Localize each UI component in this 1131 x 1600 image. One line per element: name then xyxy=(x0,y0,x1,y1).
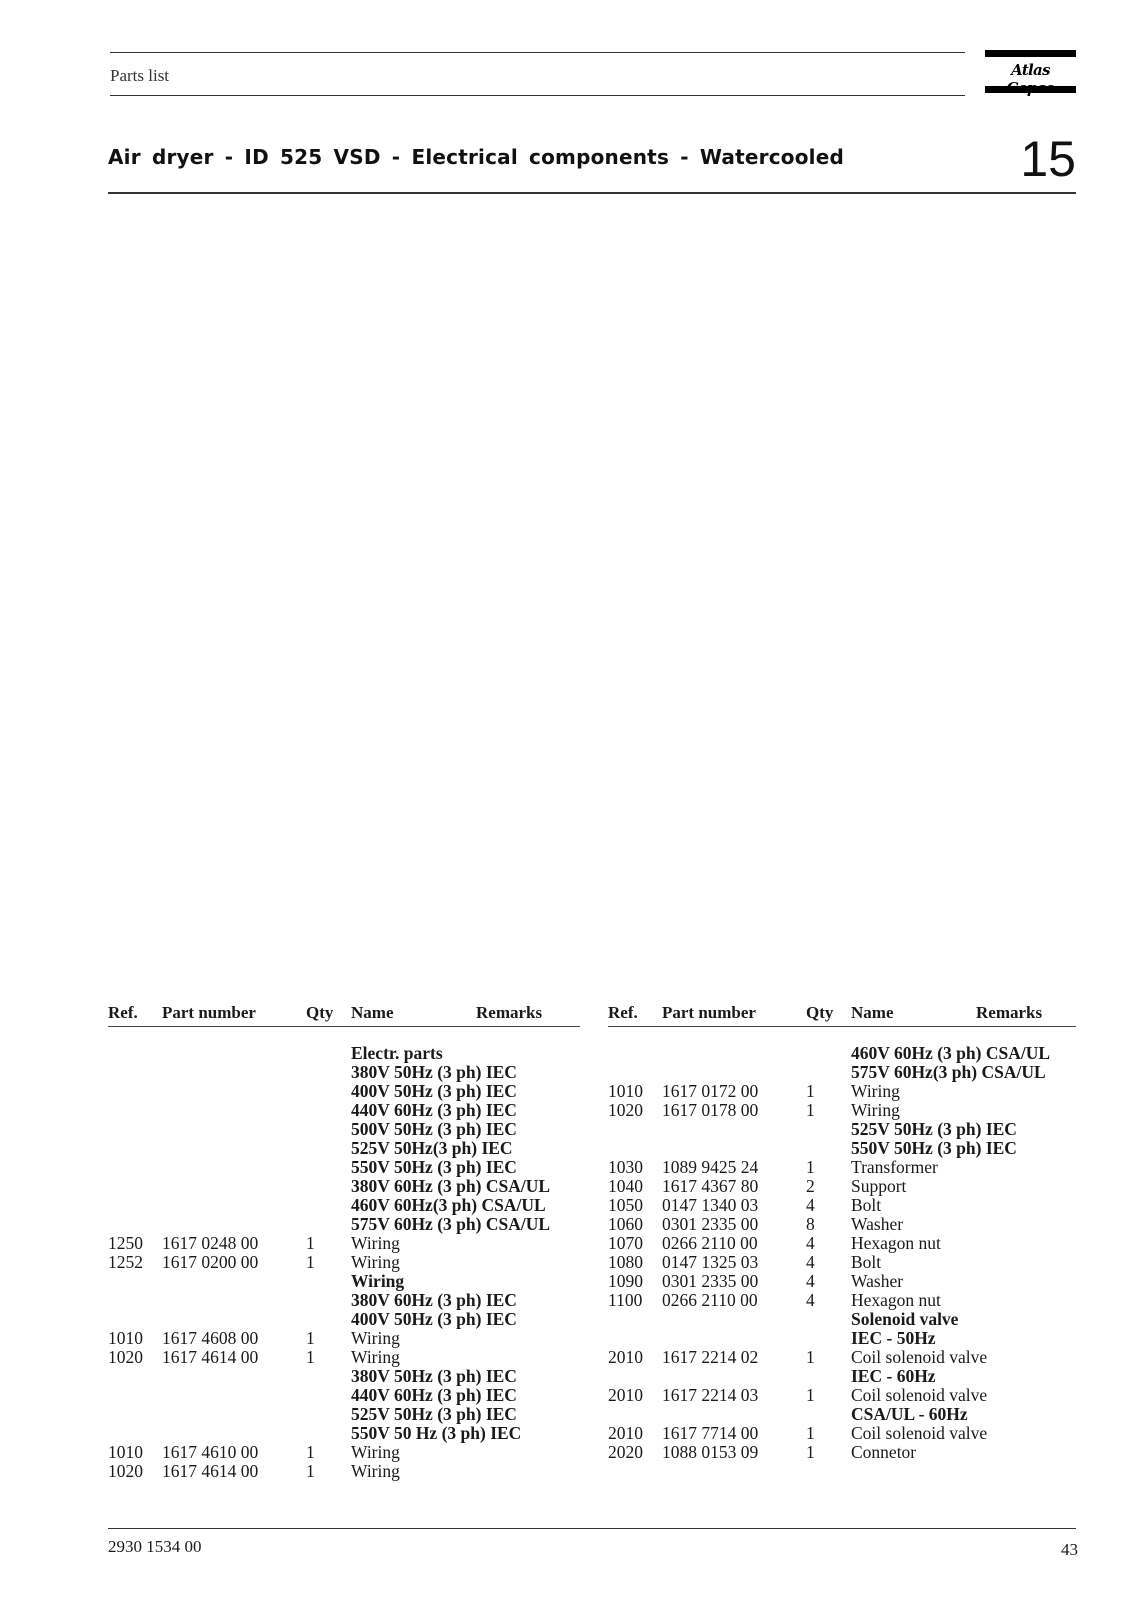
ref-cell: 1010 xyxy=(108,1328,143,1348)
logo-bottom-bar xyxy=(985,86,1076,93)
name-cell: 380V 60Hz (3 ph) CSA/UL xyxy=(351,1176,551,1196)
ref-cell: 1090 xyxy=(608,1271,643,1291)
name-cell: Hexagon nut xyxy=(851,1290,941,1310)
qty-cell: 1 xyxy=(306,1252,315,1272)
table-row xyxy=(608,1386,1076,1405)
name-cell: Coil solenoid valve xyxy=(851,1423,988,1443)
qty-cell: 1 xyxy=(306,1442,315,1462)
atlas-copco-logo xyxy=(985,50,1076,93)
name-cell: 550V 50Hz (3 ph) IEC xyxy=(351,1157,517,1177)
part-number-cell: 1617 4610 00 xyxy=(162,1442,259,1462)
col-remarks: Remarks xyxy=(976,1003,1043,1022)
name-cell: Wiring xyxy=(351,1347,400,1367)
ref-cell: 1040 xyxy=(608,1176,643,1196)
ref-cell: 1060 xyxy=(608,1214,643,1234)
part-number-cell: 0301 2335 00 xyxy=(662,1271,759,1291)
table-row xyxy=(108,1234,580,1253)
ref-cell: 1020 xyxy=(108,1461,143,1481)
page-title: Air dryer - ID 525 VSD - Electrical components - Watercooled xyxy=(108,145,844,169)
ref-cell: 1070 xyxy=(608,1233,643,1253)
ref-cell: 2020 xyxy=(608,1442,643,1462)
qty-cell: 4 xyxy=(806,1195,815,1215)
name-cell: Wiring xyxy=(351,1328,400,1348)
table-row xyxy=(108,1120,580,1139)
table-row xyxy=(108,1348,580,1367)
ref-cell: 1010 xyxy=(108,1442,143,1462)
col-part-number: Part number xyxy=(162,1003,256,1022)
part-number-cell: 1089 9425 24 xyxy=(662,1157,759,1177)
name-cell: 400V 50Hz (3 ph) IEC xyxy=(351,1309,517,1329)
part-number-cell: 1617 4608 00 xyxy=(162,1328,259,1348)
name-cell: Wiring xyxy=(351,1252,400,1272)
name-cell: Bolt xyxy=(851,1195,882,1215)
name-cell: 525V 50Hz(3 ph) IEC xyxy=(351,1138,513,1158)
table-row xyxy=(608,1310,1076,1329)
table-row xyxy=(108,1405,580,1424)
name-cell: Wiring xyxy=(351,1461,400,1481)
qty-cell: 4 xyxy=(806,1271,815,1291)
table-row xyxy=(608,1044,1076,1063)
name-cell: CSA/UL - 60Hz xyxy=(851,1404,968,1424)
name-cell: 380V 50Hz (3 ph) IEC xyxy=(351,1062,517,1082)
table-header xyxy=(108,1000,580,1024)
name-cell: 460V 60Hz (3 ph) CSA/UL xyxy=(851,1043,1051,1063)
name-cell: 550V 50 Hz (3 ph) IEC xyxy=(351,1423,522,1443)
table-header xyxy=(608,1000,1076,1024)
table-row xyxy=(108,1272,580,1291)
part-number-cell: 1617 4367 80 xyxy=(662,1176,759,1196)
name-cell: Wiring xyxy=(851,1100,900,1120)
part-number-cell: 1617 0248 00 xyxy=(162,1233,259,1253)
table-row xyxy=(108,1329,580,1348)
col-ref: Ref. xyxy=(108,1003,138,1022)
part-number-cell: 1617 0200 00 xyxy=(162,1252,259,1272)
logo-top-bar xyxy=(985,50,1076,57)
col-part-number: Part number xyxy=(662,1003,756,1022)
parts-table-left xyxy=(108,1000,580,1024)
table-header-rule-left xyxy=(108,1026,580,1027)
qty-cell: 1 xyxy=(806,1081,815,1101)
name-cell: 400V 50Hz (3 ph) IEC xyxy=(351,1081,517,1101)
table-header-rule-right xyxy=(608,1026,1076,1027)
table-row xyxy=(108,1215,580,1234)
name-cell: 440V 60Hz (3 ph) IEC xyxy=(351,1100,517,1120)
ref-cell: 1010 xyxy=(608,1081,643,1101)
table-row xyxy=(108,1196,580,1215)
name-cell: Solenoid valve xyxy=(851,1309,959,1329)
col-name: Name xyxy=(351,1003,394,1022)
name-cell: 460V 60Hz(3 ph) CSA/UL xyxy=(351,1195,546,1215)
table-row xyxy=(108,1253,580,1272)
part-number-cell: 0266 2110 00 xyxy=(662,1233,758,1253)
table-row xyxy=(608,1139,1076,1158)
name-cell: Wiring xyxy=(351,1442,400,1462)
table-row xyxy=(608,1348,1076,1367)
name-cell: Transformer xyxy=(851,1157,938,1177)
part-number-cell: 0266 2110 00 xyxy=(662,1290,758,1310)
header-label: Parts list xyxy=(110,66,170,85)
qty-cell: 4 xyxy=(806,1252,815,1272)
parts-rows-left xyxy=(108,1044,580,1481)
part-number-cell: 1617 2214 03 xyxy=(662,1385,759,1405)
name-cell: Coil solenoid valve xyxy=(851,1385,988,1405)
chapter-number: 15 xyxy=(1020,131,1076,187)
qty-cell: 1 xyxy=(306,1328,315,1348)
name-cell: 380V 60Hz (3 ph) IEC xyxy=(351,1290,517,1310)
table-row xyxy=(608,1158,1076,1177)
header-top-rule xyxy=(110,52,965,53)
qty-cell: 1 xyxy=(806,1423,815,1443)
ref-cell: 2010 xyxy=(608,1347,643,1367)
name-cell: Coil solenoid valve xyxy=(851,1347,988,1367)
name-cell: Connetor xyxy=(851,1442,917,1462)
name-cell: Wiring xyxy=(351,1233,400,1253)
table-row xyxy=(608,1215,1076,1234)
table-row xyxy=(608,1082,1076,1101)
col-remarks: Remarks xyxy=(476,1003,543,1022)
qty-cell: 1 xyxy=(806,1347,815,1367)
name-cell: 525V 50Hz (3 ph) IEC xyxy=(351,1404,517,1424)
table-row xyxy=(108,1291,580,1310)
name-cell: Support xyxy=(851,1176,907,1196)
name-cell: 525V 50Hz (3 ph) IEC xyxy=(851,1119,1017,1139)
col-ref: Ref. xyxy=(608,1003,638,1022)
qty-cell: 4 xyxy=(806,1233,815,1253)
qty-cell: 2 xyxy=(806,1176,815,1196)
name-cell: Washer xyxy=(851,1214,904,1234)
col-qty: Qty xyxy=(806,1003,834,1022)
qty-cell: 1 xyxy=(806,1442,815,1462)
name-cell: Wiring xyxy=(351,1271,405,1291)
name-cell: 575V 60Hz(3 ph) CSA/UL xyxy=(851,1062,1046,1082)
part-number-cell: 1617 4614 00 xyxy=(162,1347,259,1367)
table-row xyxy=(108,1101,580,1120)
part-number-cell: 1617 7714 00 xyxy=(662,1423,759,1443)
footer-rule xyxy=(108,1528,1076,1529)
name-cell: Wiring xyxy=(851,1081,900,1101)
table-row xyxy=(608,1196,1076,1215)
qty-cell: 8 xyxy=(806,1214,815,1234)
header-bottom-rule xyxy=(110,95,965,96)
name-cell: Hexagon nut xyxy=(851,1233,941,1253)
table-row xyxy=(608,1291,1076,1310)
table-row xyxy=(608,1329,1076,1348)
page-number: 43 xyxy=(1061,1540,1078,1559)
qty-cell: 4 xyxy=(806,1290,815,1310)
ref-cell: 1100 xyxy=(608,1290,643,1310)
table-row xyxy=(608,1272,1076,1291)
table-row xyxy=(108,1177,580,1196)
part-number-cell: 0147 1325 03 xyxy=(662,1252,759,1272)
qty-cell: 1 xyxy=(806,1385,815,1405)
table-row xyxy=(108,1386,580,1405)
qty-cell: 1 xyxy=(306,1233,315,1253)
part-number-cell: 1617 0172 00 xyxy=(662,1081,759,1101)
name-cell: 550V 50Hz (3 ph) IEC xyxy=(851,1138,1017,1158)
title-rule xyxy=(108,192,1076,194)
part-number-cell: 0147 1340 03 xyxy=(662,1195,759,1215)
table-row xyxy=(608,1120,1076,1139)
part-number-cell: 1088 0153 09 xyxy=(662,1442,759,1462)
logo-text: Atlas xyxy=(1011,61,1050,79)
name-cell: Washer xyxy=(851,1271,904,1291)
ref-cell: 1020 xyxy=(608,1100,643,1120)
part-number-cell: 1617 2214 02 xyxy=(662,1347,759,1367)
table-row xyxy=(108,1310,580,1329)
ref-cell: 2010 xyxy=(608,1423,643,1443)
name-cell: 380V 50Hz (3 ph) IEC xyxy=(351,1366,517,1386)
ref-cell: 1250 xyxy=(108,1233,143,1253)
table-row xyxy=(608,1367,1076,1386)
parts-rows-right xyxy=(608,1044,1076,1462)
name-cell: IEC - 50Hz xyxy=(851,1328,936,1348)
ref-cell: 2010 xyxy=(608,1385,643,1405)
table-row xyxy=(608,1101,1076,1120)
table-row xyxy=(108,1462,580,1481)
table-row xyxy=(608,1443,1076,1462)
name-cell: 575V 60Hz (3 ph) CSA/UL xyxy=(351,1214,551,1234)
table-row xyxy=(608,1424,1076,1443)
name-cell: IEC - 60Hz xyxy=(851,1366,936,1386)
name-cell: Bolt xyxy=(851,1252,882,1272)
qty-cell: 1 xyxy=(806,1100,815,1120)
part-number-cell: 0301 2335 00 xyxy=(662,1214,759,1234)
table-row xyxy=(108,1424,580,1443)
name-cell: Electr. parts xyxy=(351,1043,443,1063)
table-row xyxy=(608,1253,1076,1272)
name-cell: 440V 60Hz (3 ph) IEC xyxy=(351,1385,517,1405)
qty-cell: 1 xyxy=(806,1157,815,1177)
qty-cell: 1 xyxy=(306,1347,315,1367)
ref-cell: 1080 xyxy=(608,1252,643,1272)
name-cell: 500V 50Hz (3 ph) IEC xyxy=(351,1119,517,1139)
ref-cell: 1252 xyxy=(108,1252,143,1272)
ref-cell: 1050 xyxy=(608,1195,643,1215)
table-row xyxy=(108,1443,580,1462)
table-row xyxy=(108,1044,580,1063)
col-name: Name xyxy=(851,1003,894,1022)
ref-cell: 1030 xyxy=(608,1157,643,1177)
table-row xyxy=(108,1063,580,1082)
parts-table-right xyxy=(608,1000,1076,1024)
table-row xyxy=(108,1139,580,1158)
ref-cell: 1020 xyxy=(108,1347,143,1367)
qty-cell: 1 xyxy=(306,1461,315,1481)
document-number: 2930 1534 00 xyxy=(108,1537,202,1556)
table-row xyxy=(608,1234,1076,1253)
col-qty: Qty xyxy=(306,1003,334,1022)
table-row xyxy=(108,1082,580,1101)
part-number-cell: 1617 4614 00 xyxy=(162,1461,259,1481)
table-row xyxy=(608,1405,1076,1424)
part-number-cell: 1617 0178 00 xyxy=(662,1100,759,1120)
table-row xyxy=(108,1367,580,1386)
table-row xyxy=(608,1177,1076,1196)
table-row xyxy=(108,1158,580,1177)
table-row xyxy=(608,1063,1076,1082)
